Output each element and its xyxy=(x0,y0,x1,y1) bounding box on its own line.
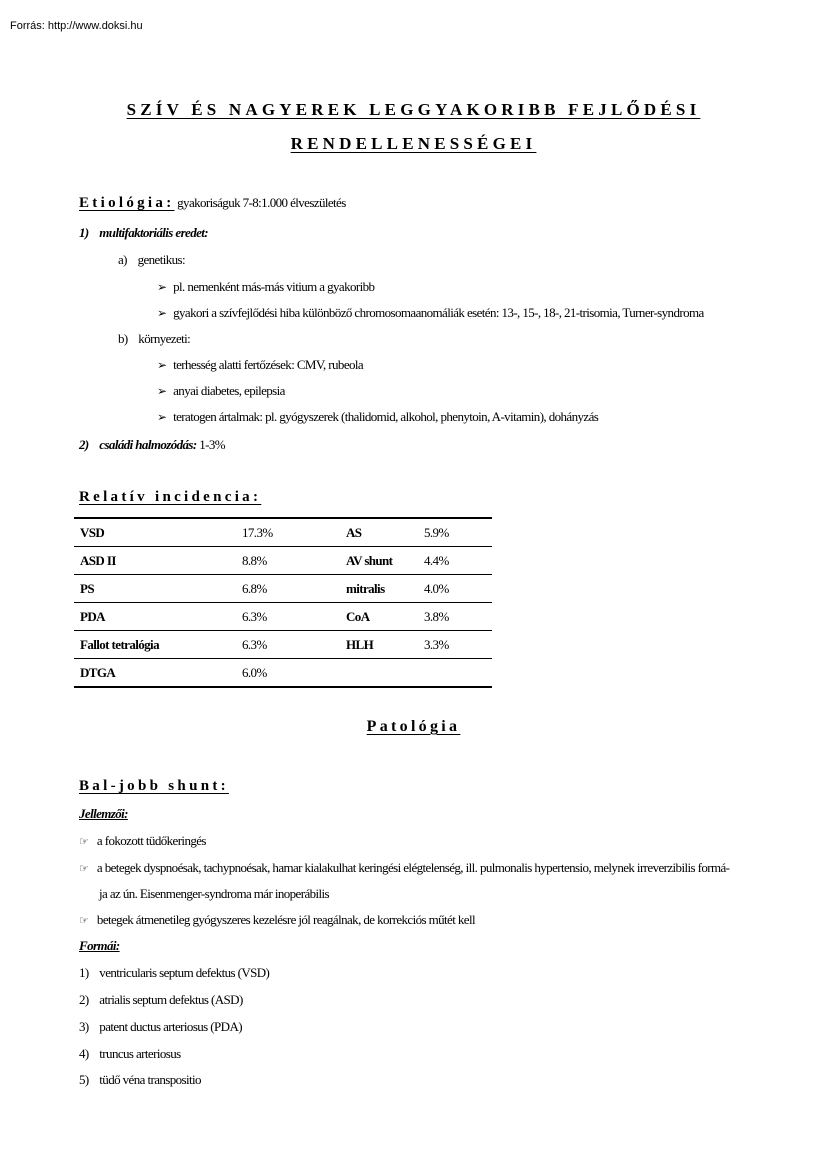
patologia-heading: Patológia xyxy=(366,718,461,735)
item-label: családi halmozódás: xyxy=(99,437,197,452)
list-item: 5) tüdő véna transpositio xyxy=(79,1072,201,1087)
table-row: PS 6.8% mitralis 4.0% xyxy=(74,575,492,603)
item-number: 1) xyxy=(79,225,89,240)
list-item: ➢ gyakori a szívfejlődési hiba különböző chromosomaanomáliák esetén: 13-, 15-, 18-, 21-trisomia, Turner-syndroma xyxy=(157,305,704,320)
item-csaladi xyxy=(79,437,225,453)
pointing-hand-icon: ☞ xyxy=(79,862,89,875)
item-label: multifaktoriális eredet: xyxy=(99,225,209,240)
sub-marker: b) xyxy=(118,331,128,346)
list-item: 3) patent ductus arteriosus (PDA) xyxy=(79,1019,242,1034)
sub-item-genetikus xyxy=(118,252,185,268)
sub-item-kornyezeti xyxy=(118,331,190,347)
list-item: ➢ teratogen ártalmak: pl. gyógyszerek (thalidomid, alkohol, phenytoin, A-vitamin), dohányzás xyxy=(157,409,599,424)
source-line: Forrás: http://www.doksi.hu xyxy=(10,20,143,32)
sub-label: genetikus: xyxy=(137,252,185,267)
list-item-continuation: ja az ún. Eisenmenger-syndroma már inoperábilis xyxy=(99,886,330,901)
arrow-bullet-icon: ➢ xyxy=(157,410,167,424)
pointing-hand-icon: ☞ xyxy=(79,835,89,848)
sub-marker: a) xyxy=(118,252,127,267)
arrow-bullet-icon: ➢ xyxy=(157,280,167,294)
list-item: 2) atrialis septum defektus (ASD) xyxy=(79,992,243,1007)
list-item: ➢ anyai diabetes, epilepsia xyxy=(157,383,285,398)
incidencia-heading: Relatív incidencia: xyxy=(79,489,262,505)
list-item: ☞ a betegek dyspnoésak, tachypnoésak, hamar kialakulhat keringési elégtelenség, ill. pulmonalis hypertensio, melynek irreverzibilis formá- xyxy=(79,860,730,875)
document-title-line2: RENDELLENESSÉGEI xyxy=(290,134,537,153)
table-row: Fallot tetralógia 6.3% HLH 3.3% xyxy=(74,631,492,659)
shunt-heading: Bal-jobb shunt: xyxy=(79,778,229,794)
item-multifaktorialis xyxy=(79,225,208,241)
table-row: DTGA 6.0% xyxy=(74,659,492,688)
list-item: ☞ a fokozott tüdőkeringés xyxy=(79,833,206,848)
table-row: PDA 6.3% CoA 3.8% xyxy=(74,603,492,631)
table-row: ASD II 8.8% AV shunt 4.4% xyxy=(74,547,492,575)
list-item: 4) truncus arteriosus xyxy=(79,1046,181,1061)
sub-label: környezeti: xyxy=(138,331,191,346)
list-item: ➢ pl. nemenként más-más vitium a gyakoribb xyxy=(157,279,375,294)
list-item: 1) ventricularis septum defektus (VSD) xyxy=(79,965,270,980)
formai-label: Formái: xyxy=(79,938,120,953)
item-number: 2) xyxy=(79,437,89,452)
list-item: ☞ betegek átmenetileg gyógyszeres kezelésre jól reagálnak, de korrekciós műtét kell xyxy=(79,912,475,927)
arrow-bullet-icon: ➢ xyxy=(157,384,167,398)
jellemzoi-label: Jellemzői: xyxy=(79,806,128,821)
pointing-hand-icon: ☞ xyxy=(79,914,89,927)
arrow-bullet-icon: ➢ xyxy=(157,358,167,372)
etiologia-line xyxy=(79,195,346,212)
etiologia-heading: Etiológia: xyxy=(79,195,175,211)
list-item: ➢ terhesség alatti fertőzések: CMV, rubeola xyxy=(157,357,364,372)
incidence-table xyxy=(74,517,492,688)
arrow-bullet-icon: ➢ xyxy=(157,306,167,320)
etiologia-frequency: gyakoriságuk 7-8:1.000 élveszületés xyxy=(177,195,346,210)
item-value: 1-3% xyxy=(199,437,226,452)
document-title-line1: SZÍV ÉS NAGYEREK LEGGYAKORIBB FEJLŐDÉSI xyxy=(126,100,701,119)
table-row: VSD 17.3% AS 5.9% xyxy=(74,518,492,547)
